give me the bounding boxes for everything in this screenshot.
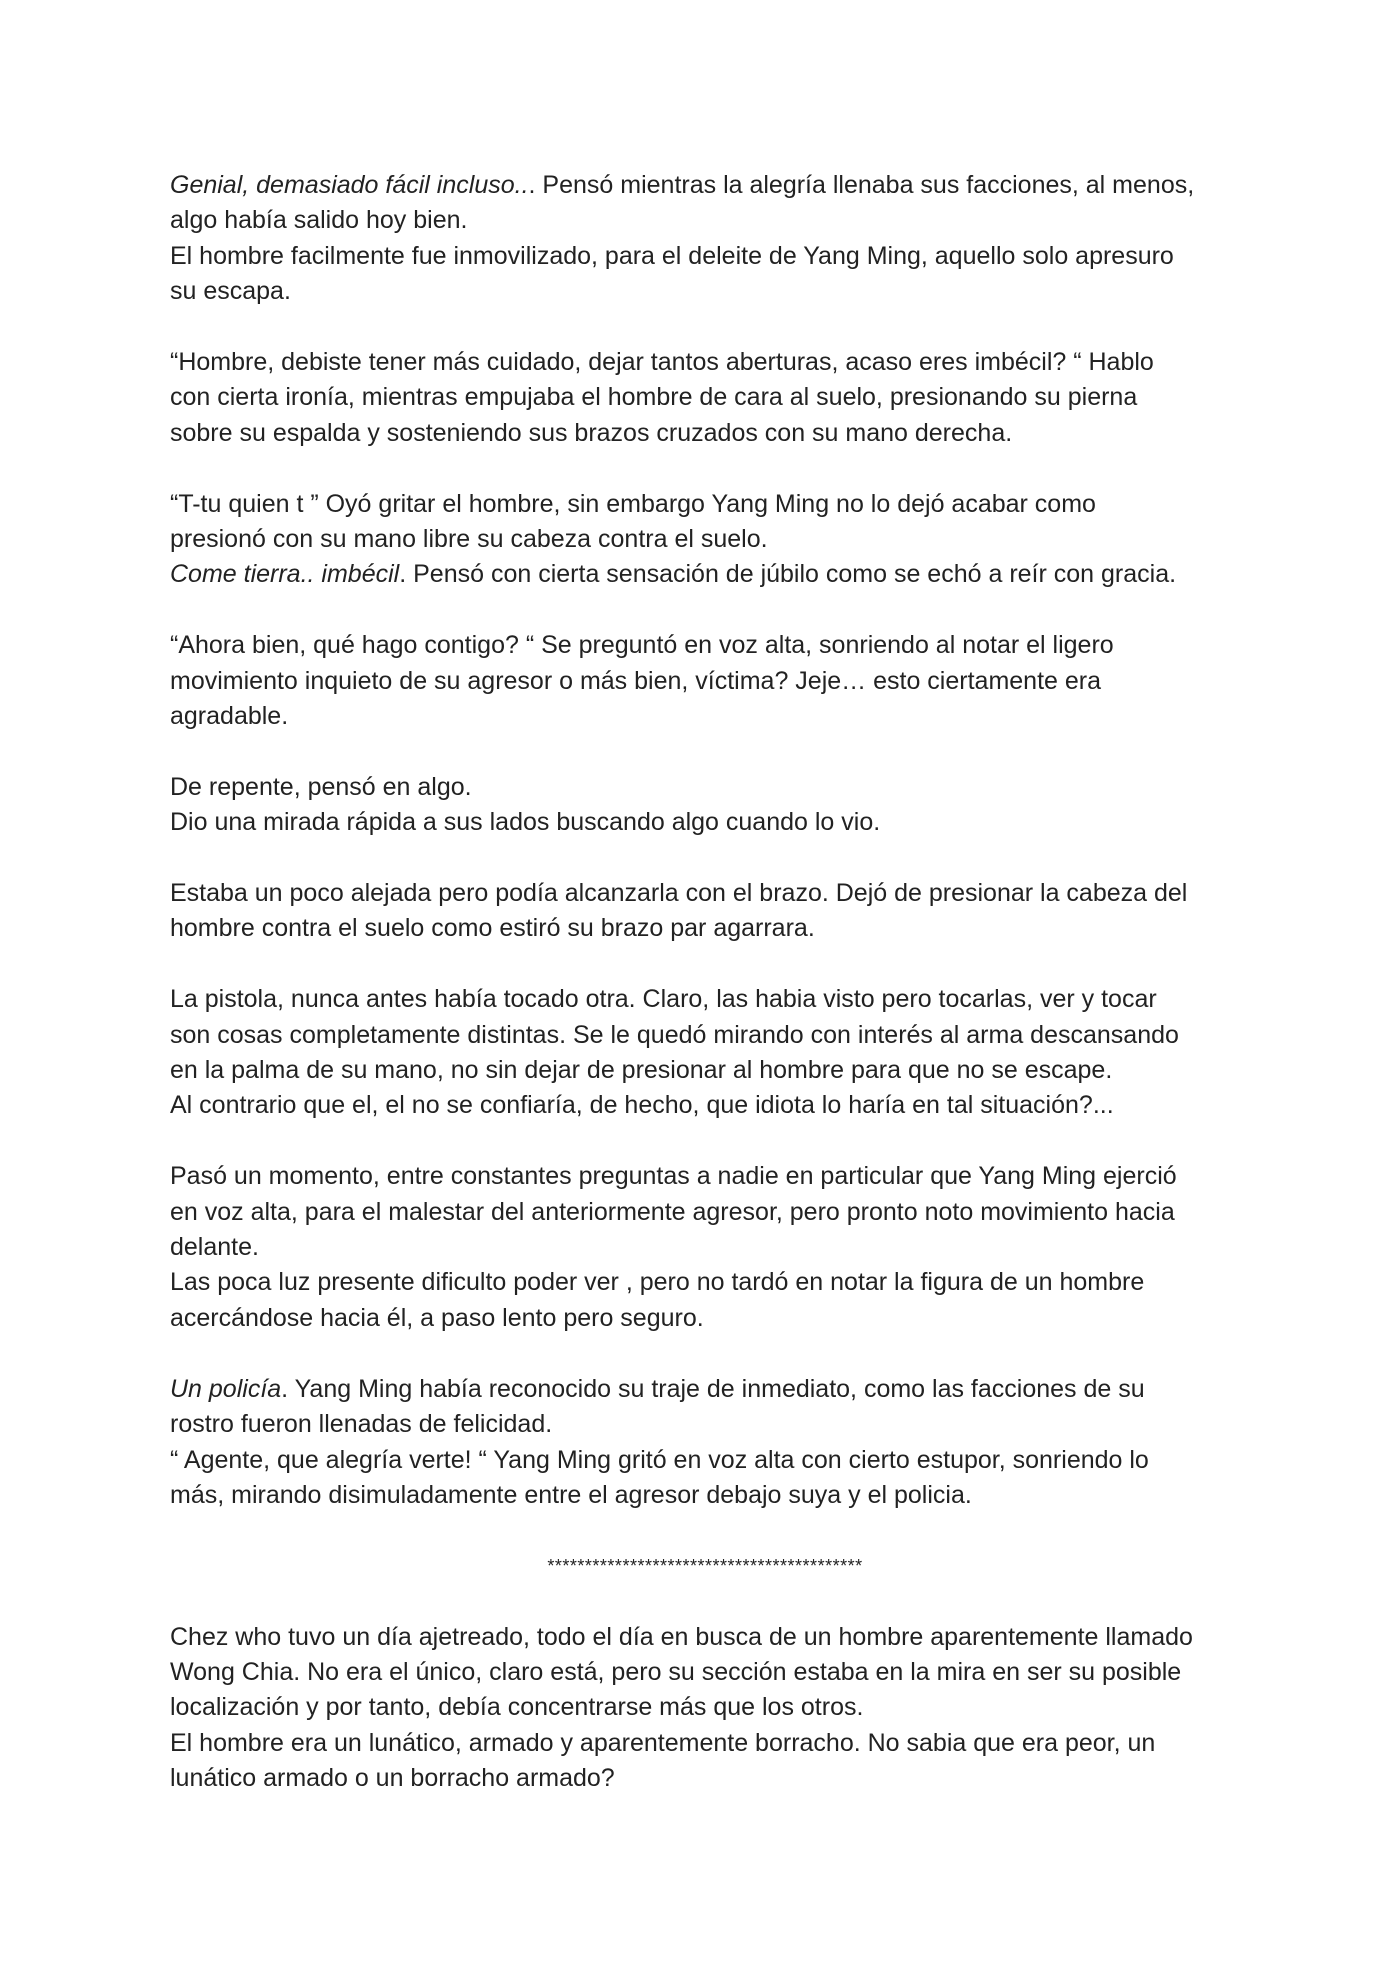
body-text: agradable. <box>170 702 289 731</box>
text-line <box>170 1265 1240 1300</box>
paragraph <box>170 345 1240 451</box>
text-line <box>170 416 1240 451</box>
text-line <box>170 557 1240 592</box>
body-text: con cierta ironía, mientras empujaba el hombre de cara al suelo, presionando su pierna <box>170 383 1138 412</box>
body-text: lunático armado o un borracho armado? <box>170 1764 615 1793</box>
paragraph <box>170 1159 1240 1336</box>
text-line <box>170 1372 1240 1407</box>
body-text: “ Agente, que alegría verte! “ Yang Ming gritó en voz alta con cierto estupor, sonriendo lo <box>170 1445 1149 1474</box>
text-line <box>170 1301 1240 1336</box>
paragraph <box>170 1372 1240 1514</box>
body-text: “Ahora bien, qué hago contigo? “ Se preguntó en voz alta, sonriendo al notar el ligero <box>170 631 1114 660</box>
paragraph <box>170 876 1240 947</box>
text-line <box>170 982 1240 1017</box>
text-line <box>170 770 1240 805</box>
body-text: Dio una mirada rápida a sus lados buscando algo cuando lo vio. <box>170 808 881 837</box>
text-line <box>170 1690 1240 1725</box>
text-line <box>170 1018 1240 1053</box>
text-line <box>170 1053 1240 1088</box>
body-text: Pasó un momento, entre constantes preguntas a nadie en particular que Yang Ming ejerció <box>170 1162 1177 1191</box>
text-line <box>170 911 1240 946</box>
body-text: “Hombre, debiste tener más cuidado, dejar tantos aberturas, acaso eres imbécil? “ Hablo <box>170 348 1154 377</box>
body-text: más, mirando disimuladamente entre el agresor debajo suya y el policia. <box>170 1480 972 1509</box>
body-text: Estaba un poco alejada pero podía alcanzarla con el brazo. Dejó de presionar la cabeza del <box>170 879 1188 908</box>
text-line <box>170 1088 1240 1123</box>
document-body <box>170 168 1240 1832</box>
text-line <box>170 1230 1240 1265</box>
text-line <box>170 876 1240 911</box>
body-text: localización y por tanto, debía concentrarse más que los otros. <box>170 1693 864 1722</box>
paragraph <box>170 628 1240 734</box>
body-text: presionó con su mano libre su cabeza contra el suelo. <box>170 525 768 554</box>
body-text: son cosas completamente distintas. Se le quedó mirando con interés al arma descansando <box>170 1020 1179 1049</box>
body-text: acercándose hacia él, a paso lento pero seguro. <box>170 1303 704 1332</box>
text-line <box>170 1159 1240 1194</box>
text-line <box>170 203 1240 238</box>
body-text: movimiento inquieto de su agresor o más bien, víctima? Jeje… esto ciertamente era <box>170 666 1102 695</box>
body-text: La pistola, nunca antes había tocado otra. Claro, las habia visto pero tocarlas, ver y tocar <box>170 985 1157 1014</box>
body-text: hombre contra el suelo como estiró su brazo par agarrara. <box>170 914 815 943</box>
italic-text: Un policía <box>170 1374 282 1403</box>
body-text: su escapa. <box>170 277 291 306</box>
text-line <box>170 699 1240 734</box>
paragraph <box>170 1620 1240 1797</box>
body-text: Chez who tuvo un día ajetreado, todo el día en busca de un hombre aparentemente llamado <box>170 1622 1193 1651</box>
body-text: Wong Chia. No era el único, claro está, pero su sección estaba en la mira en ser su posible <box>170 1657 1182 1686</box>
text-line <box>170 664 1240 699</box>
text-line <box>170 1655 1240 1690</box>
text-line <box>170 274 1240 309</box>
text-line <box>170 1726 1240 1761</box>
paragraph <box>170 770 1240 841</box>
paragraph <box>170 982 1240 1124</box>
text-line <box>170 522 1240 557</box>
text-line <box>170 168 1240 203</box>
body-text: El hombre facilmente fue inmovilizado, para el deleite de Yang Ming, aquello solo apresuro <box>170 241 1174 270</box>
body-text: . Pensó mientras la alegría llenaba sus facciones, al menos, <box>528 171 1195 199</box>
body-text: Al contrario que el, el no se confiaría, de hecho, que idiota lo haría en tal situación?... <box>170 1091 1114 1120</box>
body-text: El hombre era un lunático, armado y aparentemente borracho. No sabia que era peor, un <box>170 1728 1156 1757</box>
text-line <box>170 1195 1240 1230</box>
italic-text: Come tierra.. imbécil <box>170 560 400 589</box>
body-text: Las poca luz presente dificulto poder ver , pero no tardó en notar la figura de un hombre <box>170 1268 1145 1297</box>
body-text: delante. <box>170 1233 259 1262</box>
text-line <box>170 1478 1240 1513</box>
body-text: rostro fueron llenadas de felicidad. <box>170 1410 553 1439</box>
body-text: algo había salido hoy bien. <box>170 206 468 235</box>
text-line <box>170 239 1240 274</box>
text-line <box>170 1443 1240 1478</box>
body-text: en la palma de su mano, no sin dejar de presionar al hombre para que no se escape. <box>170 1056 1113 1085</box>
body-text: en voz alta, para el malestar del anteriormente agresor, pero pronto noto movimiento hacia <box>170 1197 1175 1226</box>
text-line <box>170 487 1240 522</box>
text-line <box>170 805 1240 840</box>
text-line <box>170 1620 1240 1655</box>
paragraph <box>170 168 1240 310</box>
text-line <box>170 380 1240 415</box>
body-text: sobre su espalda y sosteniendo sus brazos cruzados con su mano derecha. <box>170 418 1013 447</box>
section-divider: ****************************************** <box>547 1555 863 1576</box>
body-text: . Yang Ming había reconocido su traje de inmediato, como las facciones de su <box>281 1374 1145 1403</box>
text-line <box>170 1761 1240 1796</box>
text-line <box>170 628 1240 663</box>
paragraph <box>170 487 1240 593</box>
body-text: “T-tu quien t ” Oyó gritar el hombre, sin embargo Yang Ming no lo dejó acabar como <box>170 489 1096 518</box>
body-text: . Pensó con cierta sensación de júbilo como se echó a reír con gracia. <box>399 560 1177 589</box>
text-line <box>170 345 1240 380</box>
text-line <box>170 1407 1240 1442</box>
body-text: De repente, pensó en algo. <box>170 772 472 801</box>
italic-text: Genial, demasiado fácil incluso.. <box>170 171 529 199</box>
